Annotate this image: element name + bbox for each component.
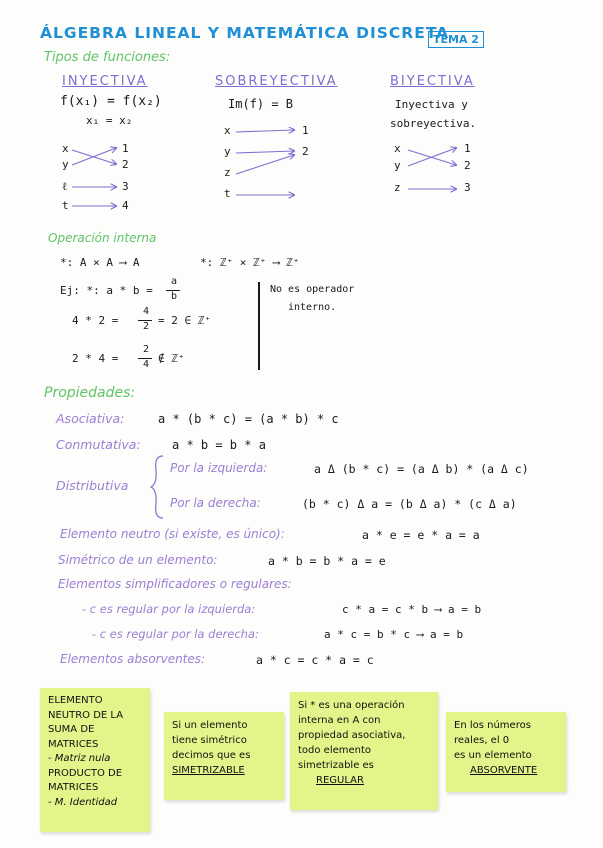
simetrico-label: Simétrico de un elemento: [58,553,218,567]
sticky-note-simetrizable [164,712,284,800]
page-title: ÁLGEBRA LINEAL Y MATEMÁTICA DISCRETA [40,24,450,42]
note4-line: ABSORVENTE [470,765,538,776]
note3-line: propiedad asociativa, [298,730,406,741]
izquierda-label: Por la izquierda: [170,461,268,475]
note1-line: NEUTRO DE LA [48,709,124,721]
note1-line: MATRICES [48,782,99,793]
distributiva-brace [150,454,166,520]
sobreyectiva-arrow-3 [236,155,294,174]
conmutativa-label: Conmutativa: [56,437,141,452]
ex1-rhs: = 2 ∈ ℤ⁺ [158,314,211,327]
iny-left-2: ℓ [62,180,68,193]
biyectiva-heading: BIYECTIVA [390,74,475,89]
iny-right-2: 3 [122,180,129,193]
sobreyectiva-arrow-2 [236,151,294,153]
sob-right-1: 2 [302,145,309,158]
iny-left-1: y [62,158,69,171]
note3-line: REGULAR [316,775,364,786]
note1-line: PRODUCTO DE [48,767,123,779]
operacion-zplus: *: ℤ⁺ × ℤ⁺ ⟶ ℤ⁺ [200,256,300,269]
biy-right-1: 2 [464,159,471,172]
note-bracket [258,282,260,370]
operacion-ej: Ej: *: a * b = [60,284,153,297]
note1-line: SUMA DE [48,724,95,735]
absorbentes-formula: a * c = c * a = c [256,653,374,667]
ex1-den: 2 [142,321,150,332]
distributiva-label: Distributiva [56,478,129,493]
sticky-note-neutro-matrices [40,688,150,832]
note1-line: - Matriz nula [48,753,111,764]
note2-line: decimos que es [172,750,251,761]
biy-right-2: 3 [464,181,471,194]
note2-line: Si un elemento [172,720,248,731]
neutro-label: Elemento neutro (si existe, es único): [60,527,285,541]
regular-izquierda-label: - c es regular por la izquierda: [82,602,256,616]
ex1-lhs: 4 * 2 = [72,314,119,327]
no-operador-note-1: No es operador [270,284,355,295]
biy-left-1: y [394,159,401,172]
note4-line: En los números [454,720,531,731]
sob-right-0: 1 [302,124,309,137]
conmutativa-formula: a * b = b * a [172,438,266,452]
note3-line: interna en A con [298,715,381,726]
tema-badge: TEMA 2 [428,31,484,48]
no-operador-note-2: interno. [288,302,337,313]
sobreyectiva-arrow-1 [236,130,294,132]
tipos-heading: Tipos de funciones: [44,50,171,65]
izquierda-formula: a Δ (b * c) = (a Δ b) * (a Δ c) [314,462,529,476]
sobreyectiva-heading: SOBREYECTIVA [215,74,338,89]
note1-line: - M. Identidad [48,796,118,808]
regular-derecha-formula: a * c = b * c ⟶ a = b [324,628,464,641]
note1-line: ELEMENTO [48,695,103,706]
iny-left-3: t [62,199,69,212]
note4-line: es un elemento [454,750,532,761]
derecha-formula: (b * c) Δ a = (b Δ a) * (c Δ a) [302,497,517,511]
iny-right-3: 4 [122,199,129,212]
iny-right-0: 1 [122,142,129,155]
sob-left-1: y [224,145,231,158]
asociativa-label: Asociativa: [56,411,125,426]
biy-left-0: x [394,142,401,155]
note4-line: reales, el 0 [454,735,510,746]
ex2-lhs: 2 * 4 = [72,352,119,365]
derecha-label: Por la derecha: [170,496,261,510]
operacion-heading: Operación interna [48,231,157,245]
inyectiva-def2: x₁ = x₂ [86,114,133,127]
ex2-rhs: ∉ ℤ⁺ [158,352,185,365]
biyectiva-def1: Inyectiva y [395,98,468,111]
ej-num: a [170,276,178,287]
iny-right-1: 2 [122,158,129,171]
sticky-note-absorvente [446,712,566,792]
sob-left-3: t [224,187,231,200]
iny-left-0: x [62,142,69,155]
ex1-num: 4 [142,306,150,317]
regular-derecha-label: - c es regular por la derecha: [92,627,259,641]
neutro-formula: a * e = e * a = a [362,528,480,542]
regular-izquierda-formula: c * a = c * b ⟶ a = b [342,603,482,616]
asociativa-formula: a * (b * c) = (a * b) * c [158,412,339,426]
note2-line: SIMETRIZABLE [172,765,245,776]
sob-left-0: x [224,124,231,137]
ej-den: b [170,291,178,302]
sticky-note-regular [290,692,438,810]
sobreyectiva-def: Im(f) = B [228,97,294,111]
note3-line: simetrizable es [298,760,374,771]
ex2-den: 4 [142,359,150,370]
ex2-num: 2 [142,344,150,355]
propiedades-heading: Propiedades: [44,385,136,401]
note2-line: tiene simétrico [172,735,247,746]
biy-left-2: z [394,181,401,194]
biy-right-0: 1 [464,142,471,155]
note3-line: todo elemento [298,745,372,756]
operacion-def: *: A × A ⟶ A [60,256,140,269]
sob-left-2: z [224,166,231,179]
inyectiva-heading: INYECTIVA [62,74,148,89]
simplificadores-label: Elementos simplificadores o regulares: [58,577,292,591]
biyectiva-def2: sobreyectiva. [390,117,477,130]
simetrico-formula: a * b = b * a = e [268,554,386,568]
absorbentes-label: Elementos absorventes: [60,652,206,666]
inyectiva-def1: f(x₁) = f(x₂) [60,94,162,109]
note3-line: Si * es una operación [298,700,405,711]
note1-line: MATRICES [48,738,99,750]
